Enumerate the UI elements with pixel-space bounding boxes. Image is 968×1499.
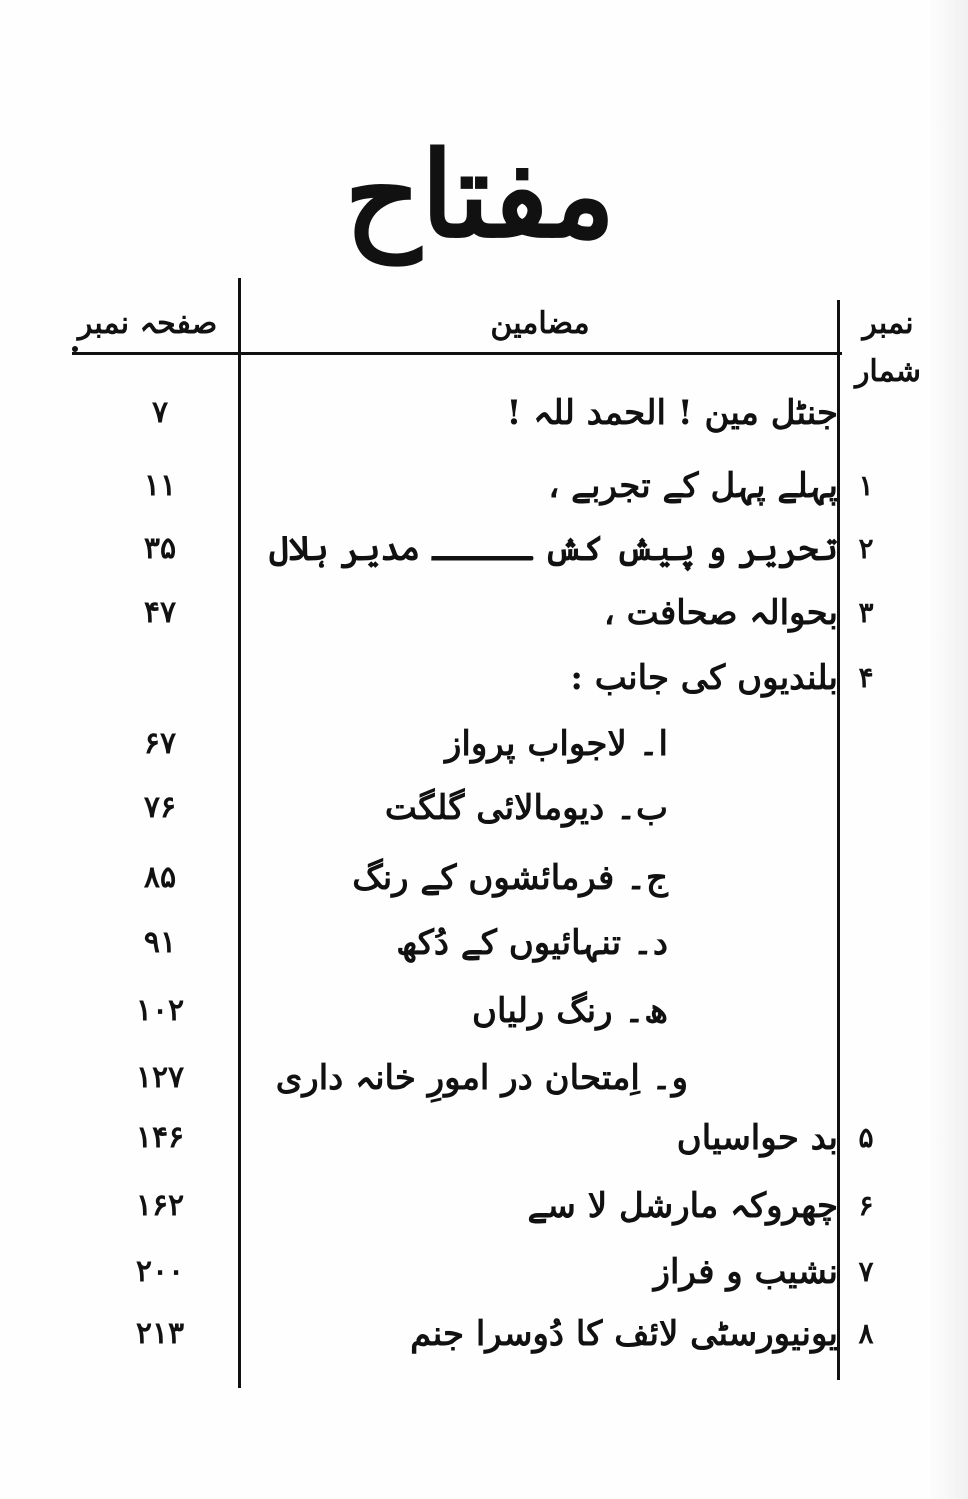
toc-row bbox=[0, 915, 968, 971]
row-page: ۲۰۰ bbox=[135, 1254, 185, 1289]
row-title: ھ۔ رنگ رلیاں bbox=[471, 991, 668, 1031]
row-number: ۷ bbox=[858, 1255, 874, 1288]
toc-row bbox=[0, 521, 968, 577]
page-title: مفتاح bbox=[344, 125, 616, 264]
header-rule bbox=[72, 352, 842, 355]
row-title: نشیب و فراز bbox=[653, 1252, 838, 1292]
toc-row bbox=[0, 1110, 968, 1166]
toc-row bbox=[0, 1050, 968, 1106]
row-number: ۴ bbox=[858, 661, 874, 694]
row-title: بحوالہ صحافت ، bbox=[603, 593, 838, 633]
row-title: ج۔ فرمائشوں کے رنگ bbox=[352, 858, 668, 898]
rule-dot bbox=[72, 346, 78, 352]
row-page: ۱۶۲ bbox=[135, 1188, 185, 1223]
row-number: ۵ bbox=[858, 1121, 874, 1154]
row-page: ۱۴۶ bbox=[135, 1120, 185, 1155]
row-page: ۲۱۳ bbox=[135, 1316, 185, 1351]
toc-row bbox=[0, 1244, 968, 1300]
row-page: ۴۷ bbox=[143, 595, 177, 630]
row-number: ۶ bbox=[858, 1189, 874, 1222]
row-number: ۳ bbox=[858, 596, 874, 629]
toc-row bbox=[0, 716, 968, 772]
row-page: ۸۵ bbox=[143, 860, 177, 895]
toc-row bbox=[0, 385, 968, 441]
row-title: یونیورسٹی لائف کا دُوسرا جنم bbox=[410, 1314, 838, 1354]
toc-row bbox=[0, 1306, 968, 1362]
toc-row bbox=[0, 458, 968, 514]
row-title: جنٹل مین ! الحمد للہ ! bbox=[506, 393, 838, 433]
row-number: ۲ bbox=[858, 532, 874, 565]
row-page: ۱۰۲ bbox=[135, 993, 185, 1028]
row-page: ۳۵ bbox=[143, 531, 177, 566]
row-number: ۱ bbox=[858, 469, 874, 502]
row-title: بد حواسیاں bbox=[676, 1118, 838, 1158]
row-title: بلندیوں کی جانب : bbox=[570, 658, 838, 698]
row-title: ا۔ لاجواب پرواز bbox=[445, 724, 668, 764]
toc-row bbox=[0, 585, 968, 641]
toc-row bbox=[0, 780, 968, 836]
toc-row bbox=[0, 1178, 968, 1234]
row-title: و۔ اِمتحان در امورِ خانہ داری bbox=[275, 1058, 688, 1098]
header-page: صفحہ نمبر bbox=[77, 306, 218, 341]
toc-row bbox=[0, 850, 968, 906]
row-title: تحریر و پیش کش ـــــ مدیر ہلال bbox=[268, 529, 838, 569]
row-title: د۔ تنہائیوں کے دُکھ bbox=[396, 923, 668, 963]
header-topics: مضامین bbox=[490, 306, 590, 341]
row-page: ۱۱ bbox=[143, 468, 177, 503]
toc-row bbox=[0, 983, 968, 1039]
row-page: ۷ bbox=[151, 395, 169, 430]
row-title: ب۔ دیومالائی گلگت bbox=[384, 788, 668, 828]
row-page: ۷۶ bbox=[143, 790, 177, 825]
toc-row bbox=[0, 650, 968, 706]
row-number: ۸ bbox=[858, 1317, 874, 1350]
row-page: ۹۱ bbox=[143, 925, 177, 960]
row-title: چھروکہ مارشل لا سے bbox=[527, 1186, 838, 1226]
row-page: ۶۷ bbox=[143, 726, 177, 761]
row-page: ۱۲۷ bbox=[135, 1060, 185, 1095]
row-title: پہلے پہل کے تجربے ، bbox=[548, 466, 838, 506]
header-serial: نمبر شمار bbox=[854, 306, 922, 389]
